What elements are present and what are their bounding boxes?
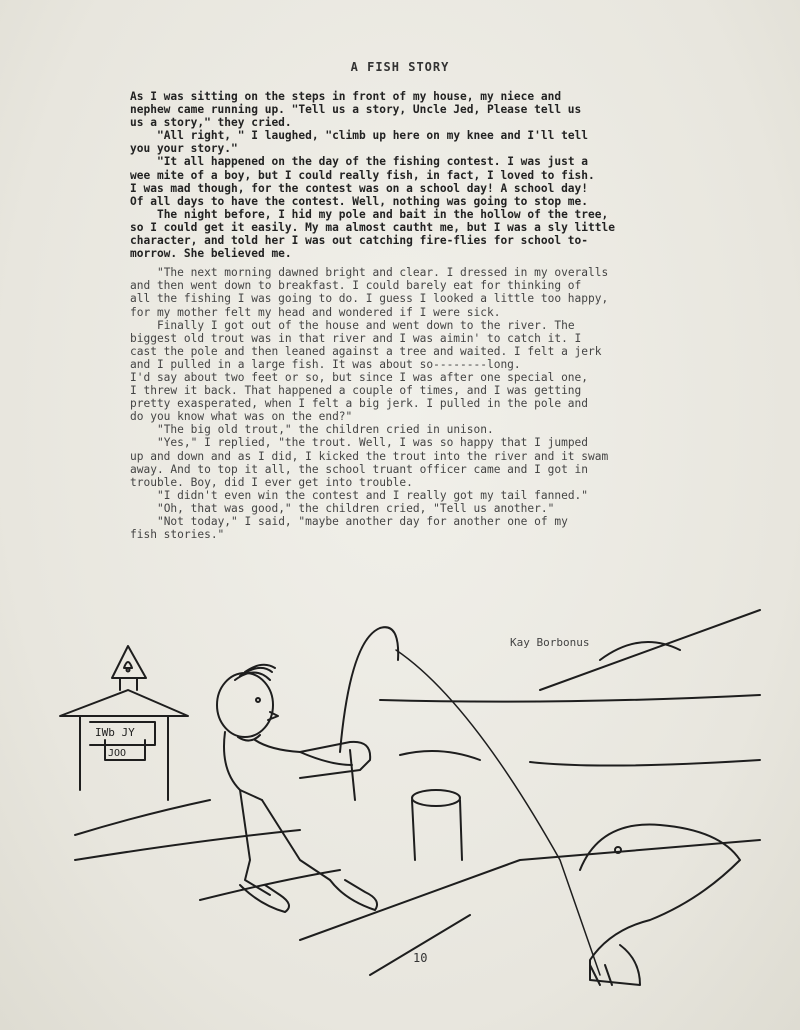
story-line: up and down and as I did, I kicked the trout into the river and it swam bbox=[130, 449, 609, 463]
story-line: biggest old trout was in that river and I was aimin' to catch it. I bbox=[130, 331, 582, 345]
story-line: morrow. She believed me. bbox=[130, 247, 292, 261]
fishing-line bbox=[396, 650, 600, 975]
boy-drawing bbox=[217, 665, 377, 912]
fishing-pole bbox=[340, 627, 398, 752]
story-line: cast the pole and then leaned against a tree and waited. I felt a jerk bbox=[130, 344, 602, 358]
story-line: I threw it back. That happened a couple of times, and I was getting bbox=[130, 384, 582, 398]
story-line: you your story." bbox=[130, 142, 238, 156]
story-line: "All right, " I laughed, "climb up here on my knee and I'll tell bbox=[130, 129, 589, 143]
story-line: Finally I got out of the house and went down to the river. The bbox=[130, 318, 575, 332]
wave-line bbox=[530, 760, 760, 766]
story-line: and I pulled in a large fish. It was about so--------long. bbox=[130, 357, 521, 371]
school-sign-text: IWb JY bbox=[95, 726, 135, 739]
story-line: all the fishing I was going to do. I guess I looked a little too happy, bbox=[130, 292, 609, 306]
story-line: and then went down to breakfast. I could barely eat for thinking of bbox=[130, 279, 582, 293]
story-line: "It all happened on the day of the fishing contest. I was just a bbox=[130, 155, 589, 169]
story-line: Of all days to have the contest. Well, nothing was going to stop me. bbox=[130, 194, 589, 208]
story-line: "The big old trout," the children cried in unison. bbox=[130, 423, 494, 437]
story-line: "I didn't even win the contest and I really got my tail fanned." bbox=[130, 488, 589, 502]
riverbank-line bbox=[300, 840, 760, 940]
story-line: us a story," they cried. bbox=[130, 116, 292, 130]
story-line: "Yes," I replied, "the trout. Well, I was so happy that I jumped bbox=[130, 436, 589, 450]
story-line: trouble. Boy, did I ever get into trouble. bbox=[130, 475, 413, 489]
hill-line bbox=[75, 800, 210, 835]
story-line: As I was sitting on the steps in front of my house, my niece and bbox=[130, 90, 562, 103]
story-line: fish stories." bbox=[130, 528, 225, 542]
school-door-text: JOO bbox=[108, 748, 127, 759]
story-line: away. And to top it all, the school truant officer came and I got in bbox=[130, 462, 589, 476]
story-line: I was mad though, for the contest was on a school day! A school day! bbox=[130, 181, 589, 195]
wave-line bbox=[400, 751, 480, 760]
story-line: I'd say about two feet or so, but since I was after one special one, bbox=[130, 370, 589, 384]
author-signature: Kay Borbonus bbox=[510, 636, 590, 649]
story-line: for my mother felt my head and wondered if I were sick. bbox=[130, 305, 501, 319]
story-line: "Not today," I said, "maybe another day for another one of my bbox=[130, 515, 568, 528]
riverbank-line bbox=[75, 830, 300, 860]
story-line: The night before, I hid my pole and bait in the hollow of the tree, bbox=[130, 207, 609, 221]
schoolhouse-drawing bbox=[60, 646, 188, 800]
story-line: pretty exasperated, when I felt a big jerk. I pulled in the pole and bbox=[130, 397, 589, 411]
story-line: character, and told her I was out catching fire-flies for school to- bbox=[130, 234, 589, 248]
tree-stump bbox=[412, 800, 462, 860]
story-line: "Oh, that was good," the children cried, "Tell us another." bbox=[130, 501, 555, 515]
story-line: do you know what was on the end?" bbox=[130, 410, 353, 424]
story-line: so I could get it easily. My ma almost cautht me, but I was a sly little bbox=[130, 220, 615, 234]
distant-hill-line bbox=[600, 642, 680, 660]
distant-hill-line bbox=[540, 610, 760, 690]
story-line: nephew came running up. "Tell us a story, Uncle Jed, Please tell us bbox=[130, 103, 582, 117]
riverbank-line bbox=[370, 915, 470, 975]
page-number: 10 bbox=[413, 951, 428, 965]
horizon-line bbox=[380, 695, 760, 702]
story-title: A FISH STORY bbox=[350, 60, 450, 74]
story-line: "The next morning dawned bright and clear. I dressed in my overalls bbox=[130, 266, 609, 280]
story-line: wee mite of a boy, but I could really fish, in fact, I loved to fish. bbox=[130, 168, 595, 182]
